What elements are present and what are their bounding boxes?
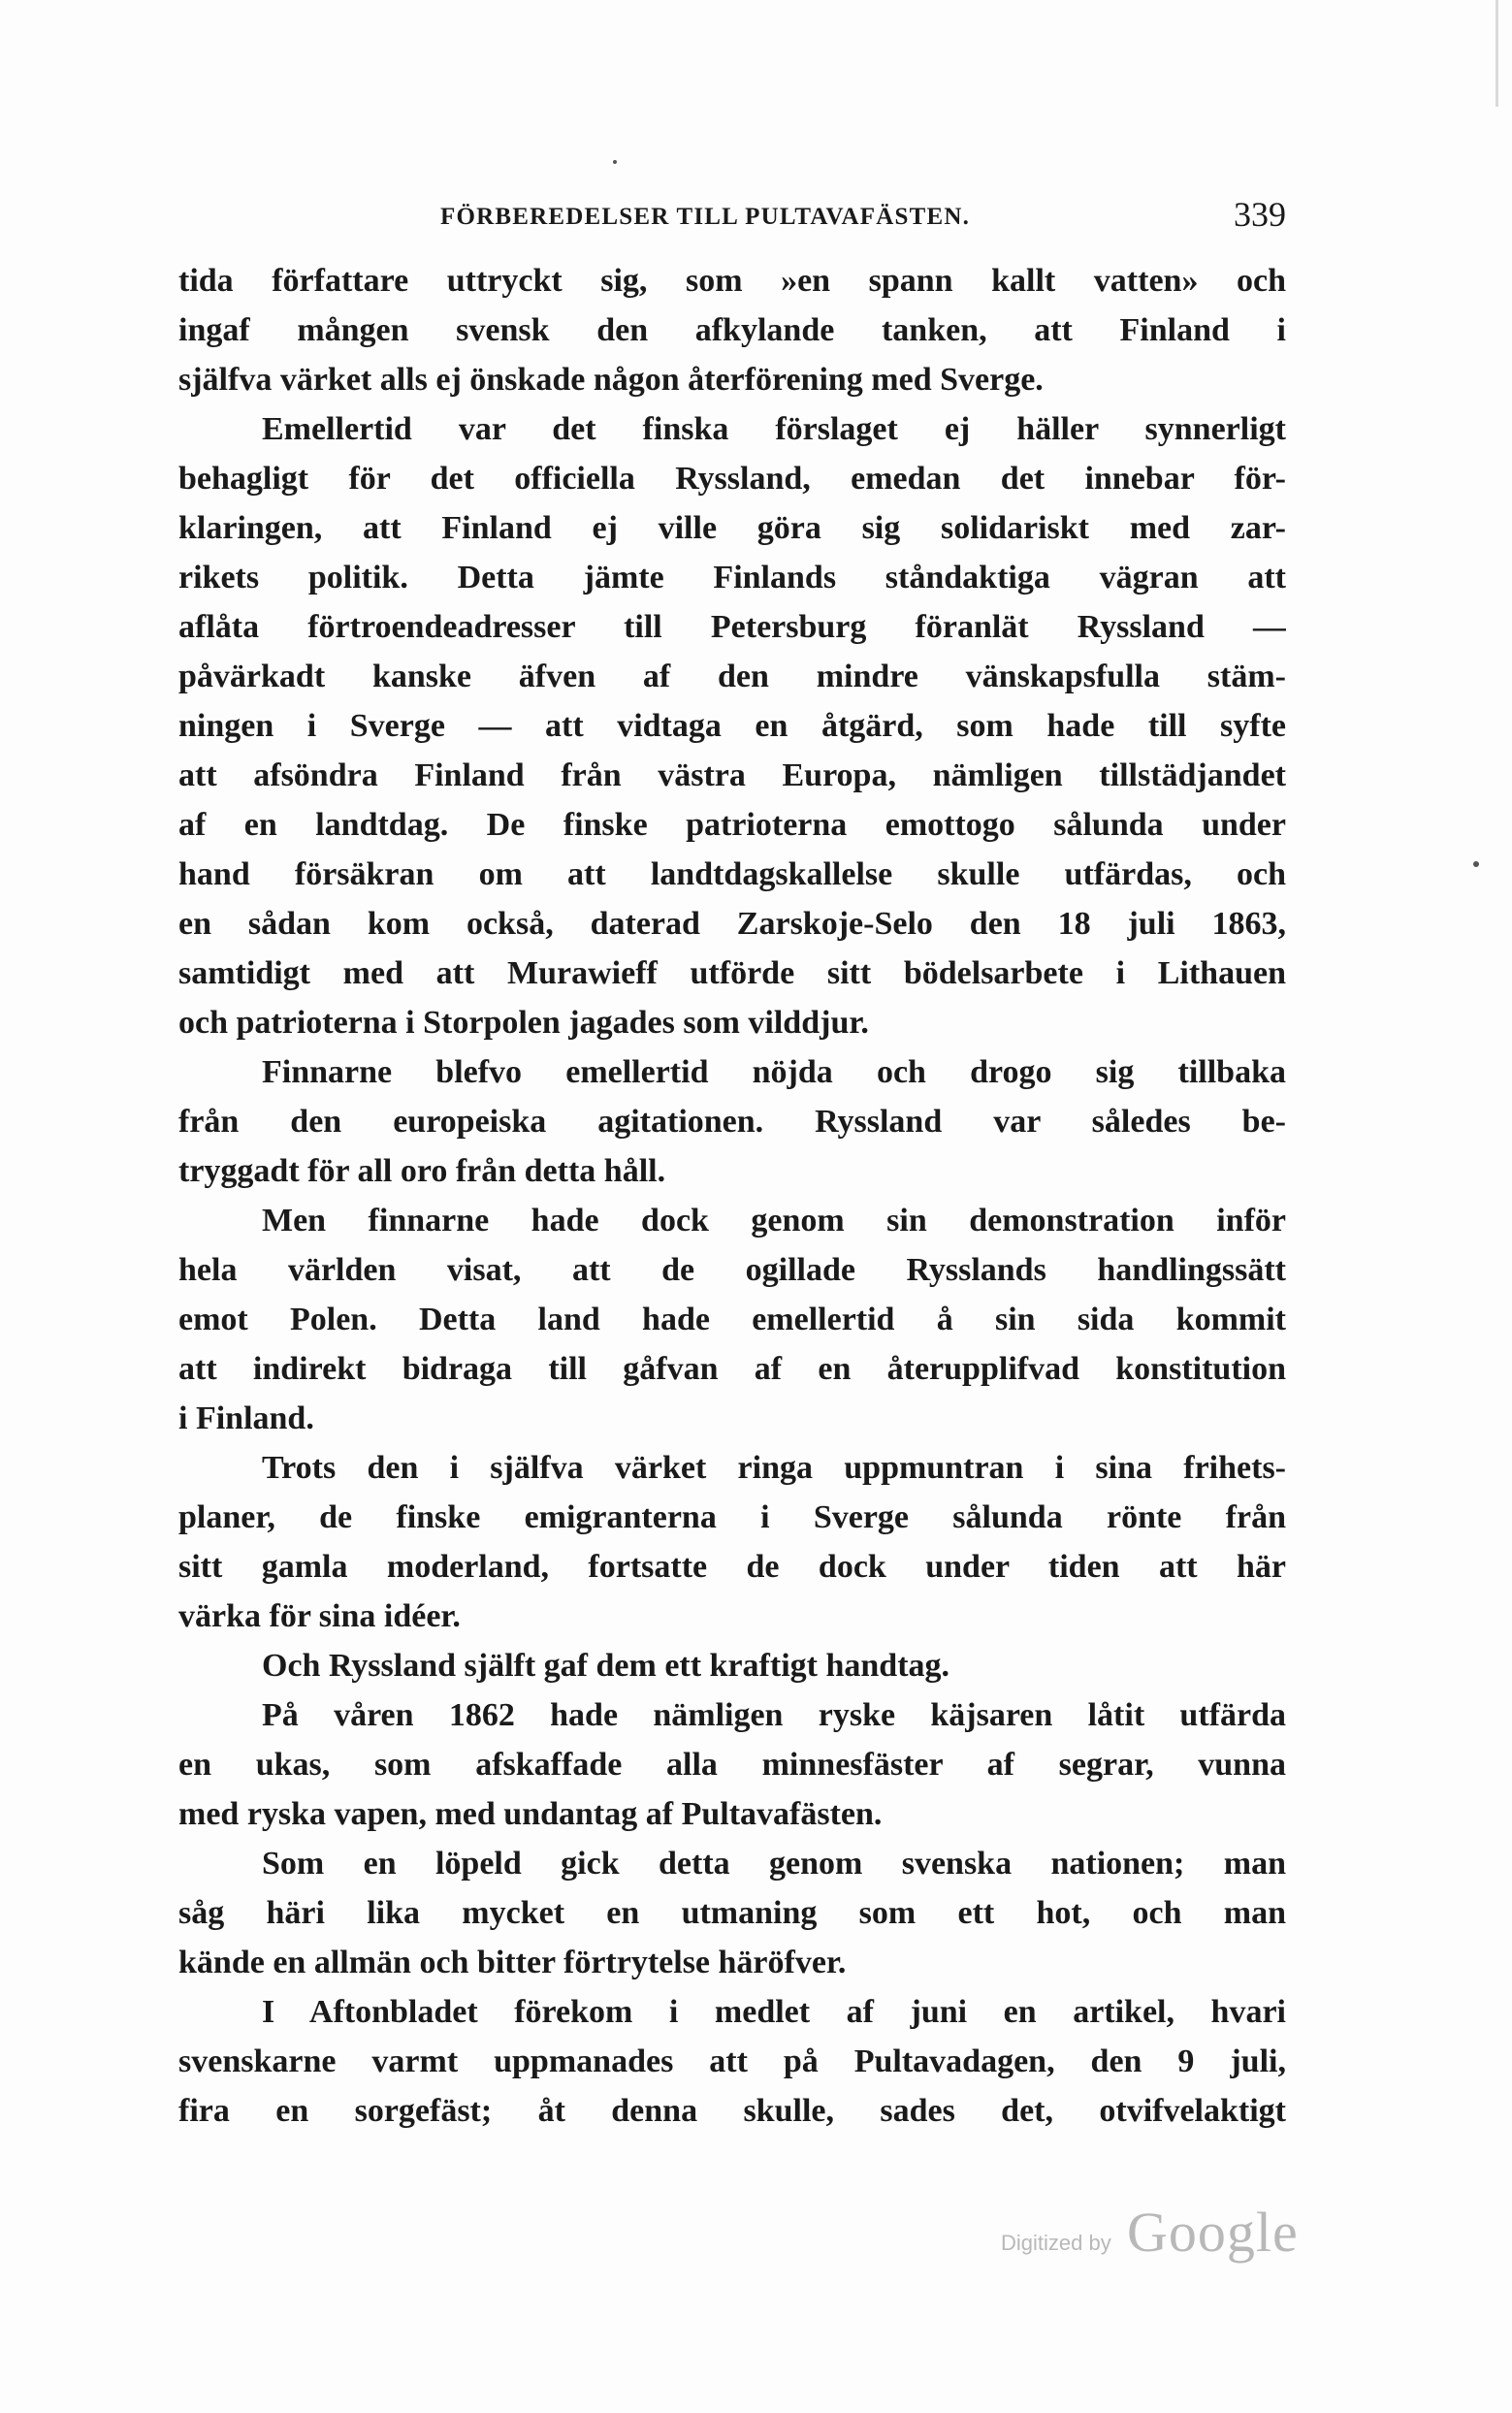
text-line: klaringen, att Finland ej ville göra sig solidariskt med zar- (178, 510, 1286, 546)
text-line: fira en sorgefäst; åt denna skulle, sades det, otvifvelaktigt (178, 2093, 1286, 2129)
text-line: ningen i Sverge — att vidtaga en åtgärd, som hade till syfte (178, 708, 1286, 744)
text-line: sitt gamla moderland, fortsatte de dock under tiden att här (178, 1549, 1286, 1585)
digitized-by-google-watermark (1001, 2200, 1311, 2268)
text-line: hand försäkran om att landtdagskallelse skulle utfärdas, och (178, 856, 1286, 892)
page-edge-mark (1496, 0, 1498, 107)
text-line: såg häri lika mycket en utmaning som ett hot, och man (178, 1895, 1286, 1931)
text-line: en ukas, som afskaffade alla minnesfäster af segrar, vunna (178, 1747, 1286, 1783)
text-line: i Finland. (178, 1400, 314, 1436)
page-number: 339 (1234, 195, 1286, 234)
text-line: svenskarne varmt uppmanades att på Pultavadagen, den 9 juli, (178, 2043, 1286, 2079)
text-line: af en landtdag. De finske patrioterna emottogo sålunda under (178, 807, 1286, 843)
text-line: från den europeiska agitationen. Ryssland var således be- (178, 1104, 1286, 1140)
running-head (178, 194, 1286, 237)
watermark-prefix: Digitized by (1001, 2231, 1111, 2255)
text-line: hela världen visat, att de ogillade Rysslands handlingssätt (178, 1252, 1286, 1288)
text-line: en sådan kom också, daterad Zarskoje-Selo den 18 juli 1863, (178, 906, 1286, 942)
running-title: FÖRBEREDELSER TILL PULTAVAFÄSTEN. (440, 204, 971, 230)
text-line: tryggadt för all oro från detta håll. (178, 1153, 666, 1189)
text-line: Och Ryssland själft gaf dem ett kraftigt handtag. (262, 1648, 950, 1684)
text-line: Som en löpeld gick detta genom svenska nationen; man (262, 1846, 1286, 1882)
text-line: att indirekt bidraga till gåfvan af en återupplifvad konstitution (178, 1351, 1286, 1387)
text-line: rikets politik. Detta jämte Finlands ståndaktiga vägran att (178, 560, 1286, 595)
text-line: I Aftonbladet förekom i medlet af juni en artikel, hvari (262, 1994, 1286, 2030)
text-line: planer, de finske emigranterna i Sverge sålunda rönte från (178, 1499, 1286, 1535)
text-line: På våren 1862 hade nämligen ryske käjsaren låtit utfärda (262, 1697, 1286, 1733)
speck-mark (613, 160, 617, 164)
text-line: med ryska vapen, med undantag af Pultavafästen. (178, 1796, 883, 1832)
text-line: kände en allmän och bitter förtrytelse häröfver. (178, 1945, 847, 1980)
text-line: Trots den i själfva värket ringa uppmuntran i sina frihets- (262, 1450, 1286, 1486)
text-line: påvärkadt kanske äfven af den mindre vänskapsfulla stäm- (178, 659, 1286, 694)
google-logo-text: Google (1127, 2201, 1299, 2264)
text-line: Emellertid var det finska förslaget ej häller synnerligt (262, 411, 1286, 447)
text-line: Finnarne blefvo emellertid nöjda och drogo sig tillbaka (262, 1054, 1286, 1090)
text-line: värka för sina idéer. (178, 1598, 461, 1634)
text-line: emot Polen. Detta land hade emellertid å sin sida kommit (178, 1302, 1286, 1337)
speck-mark (1473, 861, 1479, 867)
text-line: tida författare uttryckt sig, som »en spann kallt vatten» och (178, 263, 1286, 299)
text-line: behagligt för det officiella Ryssland, emedan det innebar för- (178, 461, 1286, 497)
text-line: aflåta förtroendeadresser till Petersburg föranlät Ryssland — (178, 609, 1286, 645)
text-line: ingaf mången svensk den afkylande tanken, att Finland i (178, 312, 1286, 348)
text-line: själfva värket alls ej önskade någon återförening med Sverge. (178, 362, 1044, 398)
text-line: och patrioterna i Storpolen jagades som vilddjur. (178, 1005, 869, 1041)
text-line: Men finnarne hade dock genom sin demonstration inför (262, 1203, 1286, 1239)
text-line: att afsöndra Finland från västra Europa, nämligen tillstädjandet (178, 757, 1286, 793)
body-text (178, 256, 1286, 2136)
text-line: samtidigt med att Murawieff utförde sitt bödelsarbete i Lithauen (178, 955, 1286, 991)
